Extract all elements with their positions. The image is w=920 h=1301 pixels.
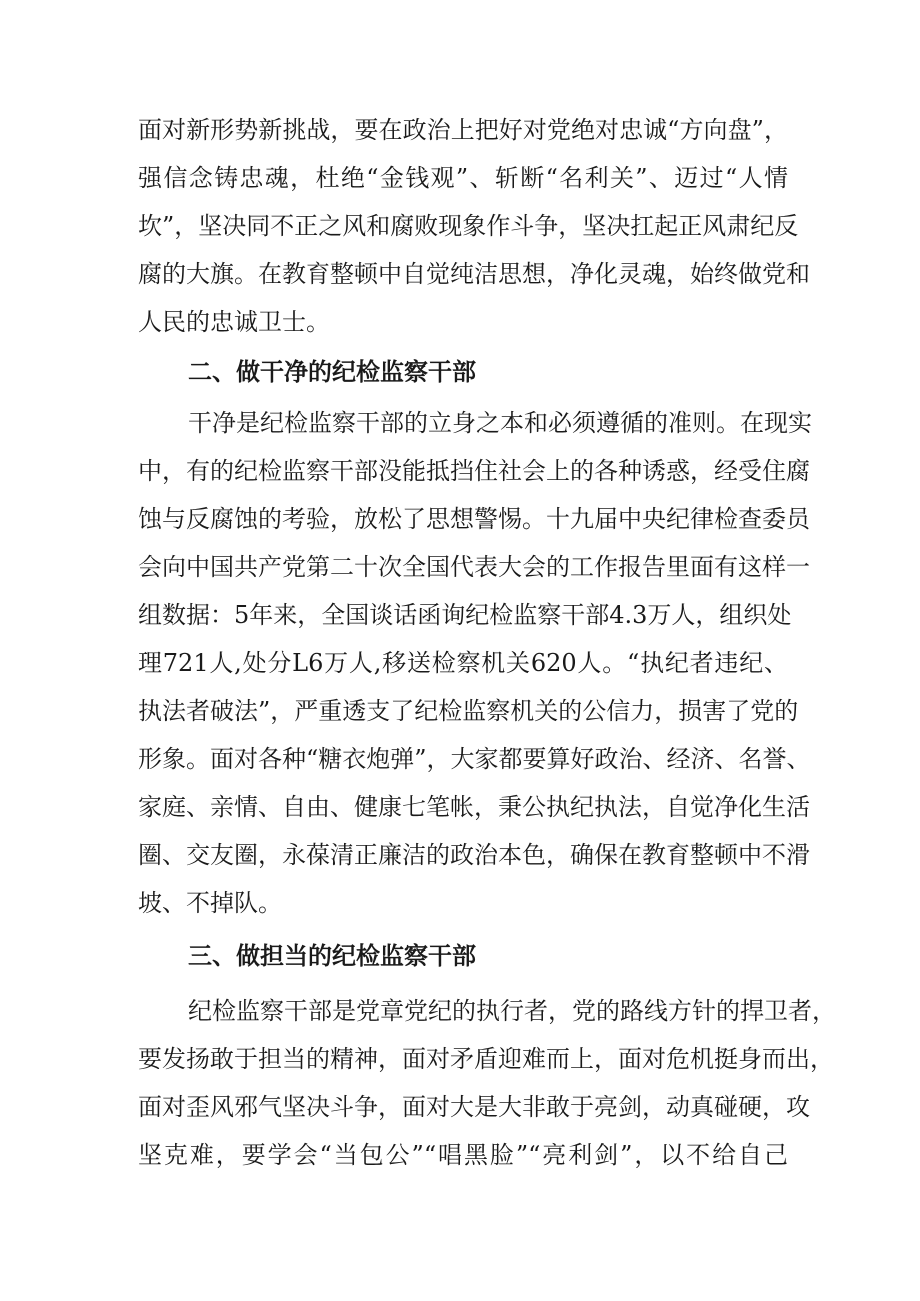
paragraph-2-line-8: 形象。面对各种“糖衣炮弹”，大家都要算好政治、经济、名誉、	[138, 745, 811, 773]
paragraph-3-line-2: 要发扬敢于担当的精神，面对矛盾迎难而上，面对危机挺身而出，	[138, 1045, 834, 1073]
paragraph-3-line-3: 面对歪风邪气坚决斗争，面对大是大非敢于亮剑，动真碰硬，攻	[138, 1093, 810, 1121]
paragraph-2-line-6: 理721人,处分L6万人,移送检察机关620人。“执纪者违纪、	[138, 649, 788, 677]
paragraph-1-line-3: 坎”，坚决同不正之风和腐败现象作斗争，坚决扛起正风肃纪反	[138, 212, 799, 240]
paragraph-1-line-2: 强信念铸忠魂，杜绝“金钱观”、斩断“名利关”、迈过“人情	[138, 164, 788, 192]
section-heading-3: 三、做担当的纪检监察干部	[188, 942, 476, 970]
paragraph-2-line-4: 会向中国共产党第二十次全国代表大会的工作报告里面有这样一	[138, 553, 810, 581]
paragraph-3-line-1: 纪检监察干部是党章党纪的执行者，党的路线方针的捍卫者，	[188, 997, 836, 1025]
paragraph-2-line-5: 组数据：5年来，全国谈话函询纪检监察干部4.3万人，组织处	[138, 601, 792, 629]
paragraph-1-line-4: 腐的大旗。在教育整顿中自觉纯洁思想，净化灵魂，始终做党和	[138, 260, 810, 288]
paragraph-3-line-4: 坚克难，要学会“当包公”“唱黑脸”“亮利剑”，以不给自己	[138, 1141, 788, 1169]
section-heading-2: 二、做干净的纪检监察干部	[188, 358, 476, 386]
paragraph-2-line-2: 中，有的纪检监察干部没能抵挡住社会上的各种诱惑，经受住腐	[138, 457, 810, 485]
paragraph-1-line-5: 人民的忠诚卫士。	[138, 308, 330, 336]
paragraph-2-line-10: 圈、交友圈，永葆清正廉洁的政治本色，确保在教育整顿中不滑	[138, 841, 810, 869]
paragraph-1-line-1: 面对新形势新挑战，要在政治上把好对党绝对忠诚“方向盘”，	[138, 116, 788, 144]
paragraph-2-line-3: 蚀与反腐蚀的考验，放松了思想警惕。十九届中央纪律检查委员	[138, 505, 810, 533]
paragraph-2-line-7: 执法者破法”，严重透支了纪检监察机关的公信力，损害了党的	[138, 697, 799, 725]
paragraph-2-line-1: 干净是纪检监察干部的立身之本和必须遵循的准则。在现实	[188, 409, 812, 437]
paragraph-2-line-11: 坡、不掉队。	[138, 889, 282, 917]
paragraph-2-line-9: 家庭、亲情、自由、健康七笔帐，秉公执纪执法，自觉净化生活	[138, 793, 810, 821]
